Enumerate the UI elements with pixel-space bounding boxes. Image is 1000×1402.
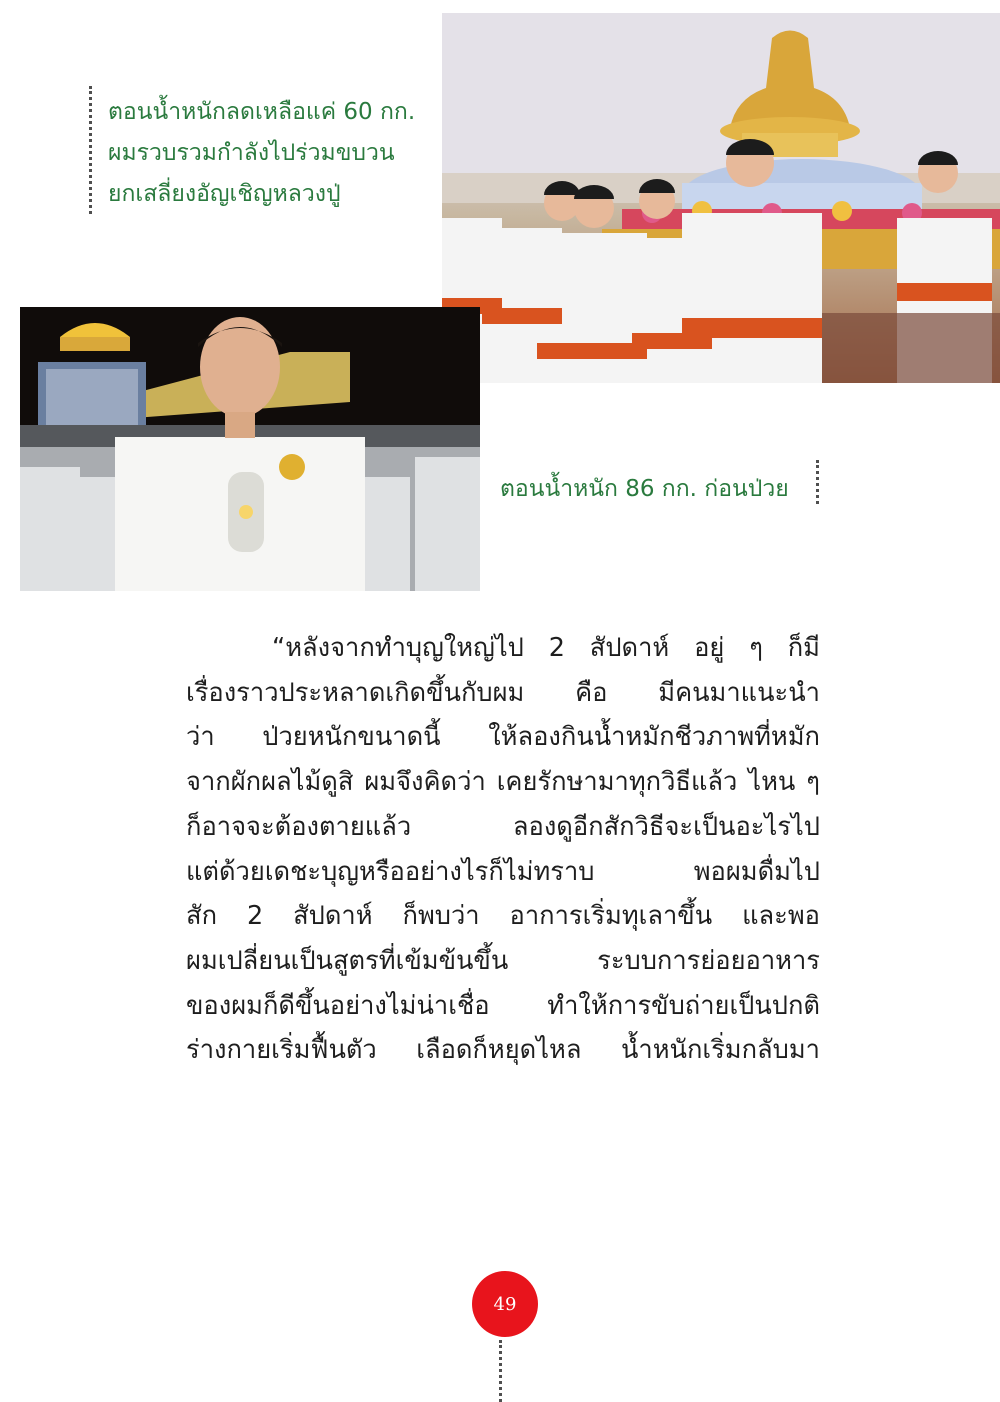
body-line: แต่ด้วยเดชะบุญหรืออย่างไรก็ไม่ทราบ พอผมดื่มไป [186,856,820,887]
top-photo-caption [108,92,415,215]
body-line: ร่างกายเริ่มฟื้นตัว เลือดก็หยุดไหล น้ำหนักเริ่มกลับมา [186,1035,820,1066]
caption-line: ผมรวบรวมกำลังไปร่วมขบวน [108,140,395,166]
night-portrait-photo [20,307,480,591]
page-number-dotted-rule [499,1340,502,1402]
body-line: เรื่องราวประหลาดเกิดขึ้นกับผม คือ มีคนมาแนะนำ [186,677,820,708]
body-line: ของผมก็ดีขึ้นอย่างไม่น่าเชื่อ ทำให้การขับถ่ายเป็นปกติ [186,990,820,1021]
body-line: ผมเปลี่ยนเป็นสูตรที่เข้มข้นขึ้น ระบบการย่อยอาหาร [186,945,820,976]
procession-illustration [442,13,1000,383]
body-line: สัก 2 สัปดาห์ ก็พบว่า อาการเริ่มทุเลาขึ้น และพอ [186,901,820,932]
page-number-badge [472,1271,538,1337]
caption-dotted-rule [816,460,819,504]
body-line: จากผักผลไม้ดูสิ ผมจึงคิดว่า เคยรักษามาทุกวิธีแล้ว ไหน ๆ [186,767,820,798]
caption-line: ตอนน้ำหนัก 86 กก. ก่อนป่วย [500,476,789,502]
body-line: ก็อาจจะต้องตายแล้ว ลองดูอีกสักวิธีจะเป็นอะไรไป [186,811,820,842]
page-number: 49 [493,1293,517,1315]
caption-line: ตอนน้ำหนักลดเหลือแค่ 60 กก. [108,99,416,125]
caption-dotted-rule [89,86,92,214]
procession-photo [442,13,1000,383]
body-paragraph [186,626,820,1073]
caption-line: ยกเสลี่ยงอัญเชิญหลวงปู่ [108,181,341,207]
body-line: “หลังจากทำบุญใหญ่ไป 2 สัปดาห์ อยู่ ๆ ก็มี [272,633,820,663]
night-portrait-illustration [20,307,480,591]
body-line: ว่า ป่วยหนักขนาดนี้ ให้ลองกินน้ำหมักชีวภาพที่หมัก [186,722,820,753]
middle-photo-caption [500,469,789,510]
